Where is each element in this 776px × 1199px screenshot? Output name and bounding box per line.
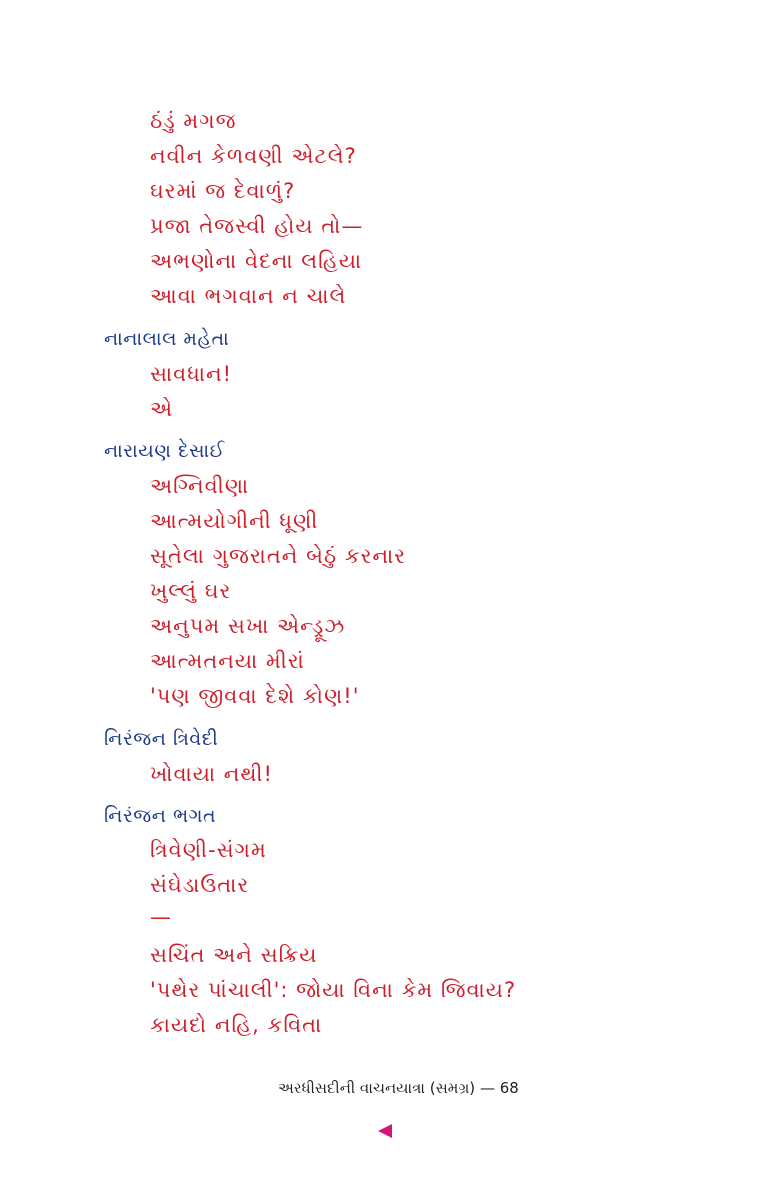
title-item[interactable]: ઠંડું મગજ: [150, 109, 237, 133]
title-item[interactable]: એ: [150, 397, 174, 421]
title-item[interactable]: પ્રજા તેજસ્વી હોય તો—: [150, 214, 364, 238]
author-heading: નાનાલાલ મહેતા: [104, 328, 230, 350]
title-item[interactable]: અગ્નિવીણા: [150, 474, 250, 498]
title-item[interactable]: સંઘેડાઉતાર: [150, 873, 250, 897]
title-item[interactable]: સચિંત અને સક્રિય: [150, 943, 318, 967]
title-item[interactable]: ત્રિવેણી-સંગમ: [150, 838, 267, 862]
title-item[interactable]: સાવધાન!: [150, 362, 233, 386]
author-heading: નિરંજન ત્રિવેદી: [104, 728, 219, 750]
title-item[interactable]: 'પથેર પાંચાલી': જોયા વિના કેમ જિવાય?: [150, 978, 517, 1002]
title-item[interactable]: અનુપમ સખા એન્ડ્રૂઝ: [150, 614, 346, 638]
page-number: 68: [499, 1079, 519, 1097]
title-item[interactable]: સૂતેલા ગુજરાતને બેઠું કરનાર: [150, 544, 407, 568]
title-item[interactable]: ઘરમાં જ દેવાળું?: [150, 179, 296, 203]
author-heading: નારાયણ દેસાઈ: [104, 440, 225, 462]
title-item[interactable]: 'પણ જીવવા દેશે કોણ!': [150, 684, 360, 708]
title-item[interactable]: ખુલ્લું ઘર: [150, 579, 232, 603]
title-item[interactable]: —: [150, 905, 172, 929]
footer-separator: —: [479, 1079, 495, 1097]
author-heading: નિરંજન ભગત: [104, 805, 217, 827]
book-title: અરધીસદીની વાચનયાત્રા (સમગ્ર): [278, 1079, 476, 1097]
title-item[interactable]: અભણોના વેદના લહિયા: [150, 249, 363, 273]
title-item[interactable]: આત્મતનયા મીરાં: [150, 649, 305, 673]
title-item[interactable]: ખોવાયા નથી!: [150, 762, 273, 786]
title-item[interactable]: આત્મયોગીની ધૂણી: [150, 509, 319, 533]
title-item[interactable]: કાયદો નહિ, કવિતા: [150, 1013, 323, 1037]
title-item[interactable]: નવીન કેળવણી એટલે?: [150, 144, 357, 168]
title-item[interactable]: આવા ભગવાન ન ચાલે: [150, 284, 347, 308]
left-triangle-arrow-icon[interactable]: [378, 1124, 392, 1138]
page-footer: [278, 1079, 519, 1097]
